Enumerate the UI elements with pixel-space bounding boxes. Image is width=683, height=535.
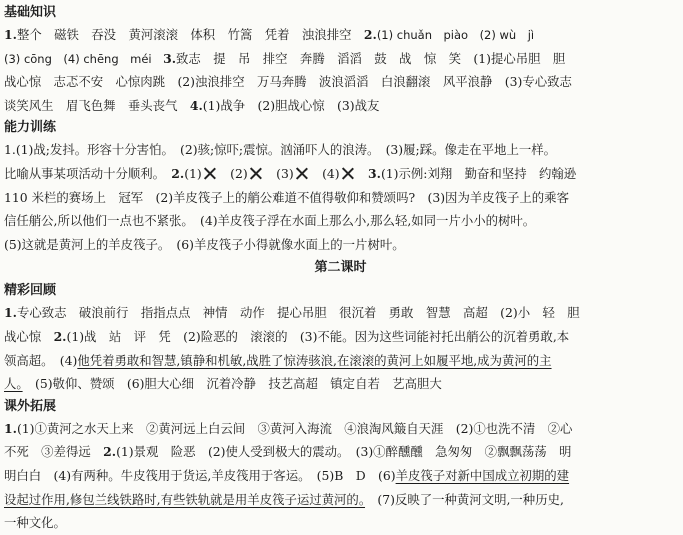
- answer-line: 1.整个 磁铁 吞没 黄河滚滚 体积 竹篙 凭着 浊浪排空 2.(1) chuǎn piào (2) wù jì: [4, 27, 535, 42]
- lesson-heading: 第二课时: [314, 260, 367, 276]
- answer-line: 110 米栏的赛场上 冠军 (2)羊皮筏子上的艄公难道不值得敬仰和赞颂吗? (3)因为羊皮筏子上的乘客: [4, 189, 569, 205]
- underlined-answer: 羊皮筏子对新中国成立初期的建: [395, 467, 570, 483]
- answer-line: 战心惊 2.(1)战 站 评 凭 (2)险恶的 滚滚的 (3)不能。因为这些词能衬托出艄公的沉着勇敢,本: [4, 328, 570, 344]
- answer-line: (5)这就是黄河上的羊皮筏子。 (6)羊皮筏子小得就像水面上的一片树叶。: [4, 236, 405, 252]
- answer-line: 信任艄公,所以他们一点也不紧张。 (4)羊皮筏子浮在水面上那么小,那么轻,如同一片小小的树叶。: [4, 213, 536, 229]
- section-heading-review: 精彩回顾: [4, 283, 57, 299]
- underlined-answer: 设起过作用,修包兰线铁路时,有些铁轨就是用羊皮筏子运过黄河的。: [4, 491, 366, 507]
- answer-line: 1.(1)①黄河之水天上来 ②黄河远上白云间 ③黄河入海流 ④浪淘风簸自天涯 (2)①也洗不清 ②心: [4, 420, 573, 436]
- section-heading-basic: 基础知识: [4, 5, 57, 20]
- underlined-answer: 人。: [4, 376, 23, 392]
- answer-line: 1.(1)战;发抖。形容十分害怕。 (2)骇;惊吓;震惊。汹涌吓人的浪涛。 (3)履;踩。像走在平地上一样。: [4, 142, 557, 158]
- answer-line: 明白白 (4)有两种。牛皮筏用于货运,羊皮筏用于客运。 (5)B D (6)羊皮筏子对新中国成立初期的建: [4, 467, 570, 483]
- cross-mark-icon: [341, 167, 355, 179]
- section-heading-ability: 能力训练: [4, 120, 57, 136]
- cross-mark-icon: [203, 167, 217, 179]
- answer-line: 1.专心致志 破浪前行 指指点点 神情 动作 提心吊胆 很沉着 勇敢 智慧 高超 (2)小 轻 胆: [4, 305, 580, 321]
- section-heading-extend: 课外拓展: [4, 398, 57, 414]
- cross-mark-icon: [295, 167, 309, 179]
- underlined-answer: 他凭着勇敢和智慧,镇静和机敏,战胜了惊涛骇浪,在滚滚的黄河上如履平地,成为黄河的主: [77, 352, 552, 368]
- answer-line: 领高超。 (4)他凭着勇敢和智慧,镇静和机敏,战胜了惊涛骇浪,在滚滚的黄河上如履平地,成为黄河的主: [4, 352, 552, 368]
- answer-line: 谈笑风生 眉飞色舞 垂头丧气 4.(1)战争 (2)胆战心惊 (3)战友: [4, 97, 380, 113]
- answer-line: 设起过作用,修包兰线铁路时,有些铁轨就是用羊皮筏子运过黄河的。 (7)反映了一种黄河文明,一种历史,: [4, 491, 564, 507]
- answer-line: 战心惊 志忑不安 心惊肉跳 (2)浊浪排空 万马奔腾 波浪滔滔 白浪翻滚 风平浪静 (3)专心致志: [4, 74, 572, 90]
- answer-line: (3) cōng (4) chēng méi 3.致志 提 吊 排空 奔腾 滔滔 鼓 战 惊 笑 (1)提心吊胆 胆: [4, 50, 566, 66]
- answer-line: 比喻从事某项活动十分顺利。 2.(1) (2) (3) (4) 3.(1)示例:刘翔 勤奋和坚持 约翰逊: [4, 165, 577, 181]
- answer-line: 不死 ③差得远 2.(1)景观 险恶 (2)使人受到极大的震动。 (3)①醉醺醺 急匆匆 ②飘飘荡荡 明: [4, 444, 572, 460]
- cross-mark-icon: [249, 167, 263, 179]
- answer-line: 人。 (5)敬仰、赞颂 (6)胆大心细 沉着冷静 技艺高超 镇定自若 艺高胆大: [4, 376, 442, 392]
- answer-line: 一种文化。: [4, 515, 66, 531]
